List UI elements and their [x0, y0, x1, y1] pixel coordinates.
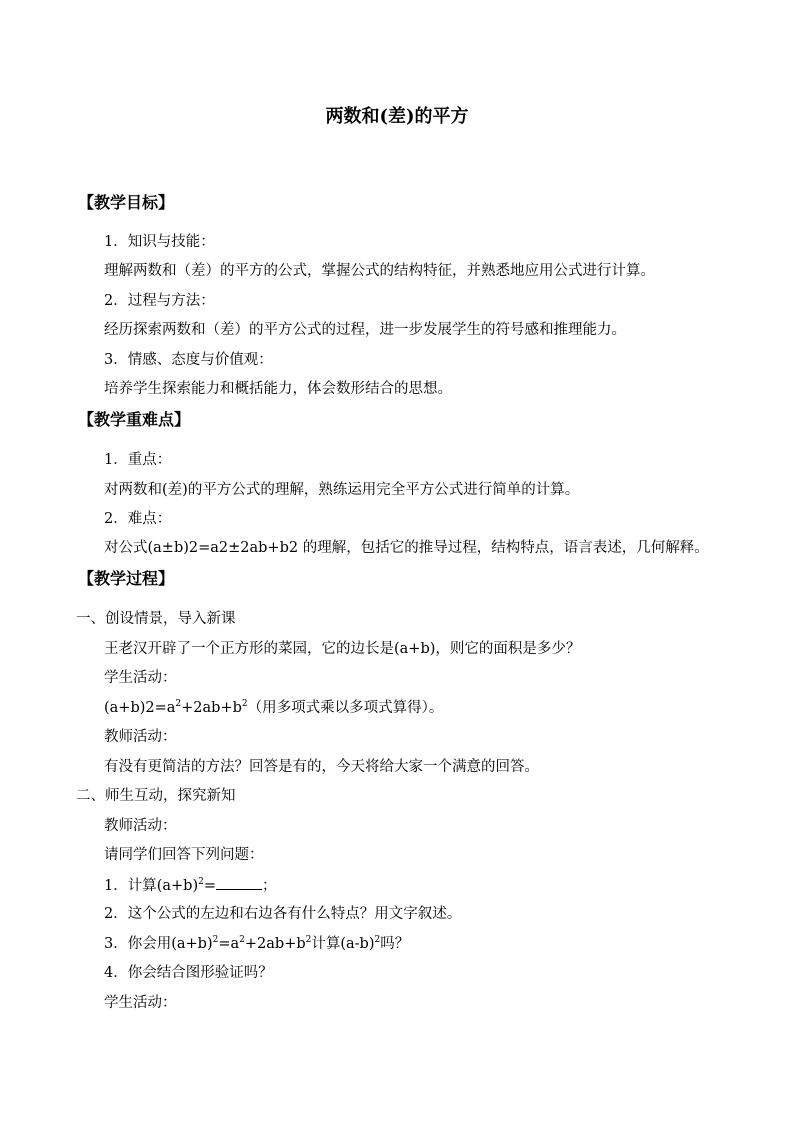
key-points-item2-text: 对公式(a±b)2=a2±2ab+b2 的理解，包括它的推导过程，结构特点，语言表述，几何解释。: [104, 540, 709, 556]
teacher-text-1: 有没有更简洁的方法？回答是有的，今天将给大家一个满意的回答。: [104, 759, 539, 775]
goals-item1-text: 理解两数和（差）的平方的公式，掌握公式的结构特征，并熟悉地应用公式进行计算。: [104, 263, 655, 279]
key-points-item2-label: 2．难点：: [104, 511, 172, 527]
page-title: 两数和(差)的平方: [325, 106, 469, 127]
q1-suffix: ；: [262, 878, 277, 894]
q3-mid-2: +2ab+b: [244, 936, 306, 952]
formula-mid: +2ab+b: [181, 700, 242, 716]
teacher-activity-label-1: 教师活动：: [104, 729, 177, 745]
q1-sup: 2: [198, 877, 204, 888]
q3-mid-3: 计算(a-b): [311, 936, 375, 952]
formula-sup-2: 2: [241, 699, 248, 710]
q3-prefix: 3．你会用(a+b): [104, 936, 213, 952]
q3-sup-2: 2: [239, 935, 245, 946]
question-4: 4．你会结合图形验证吗？: [104, 965, 273, 981]
formula-sup-1: 2: [175, 699, 182, 710]
section-heading-goals: 【教学目标】: [78, 193, 175, 212]
teacher-activity-label-2: 教师活动：: [104, 818, 177, 834]
q3-mid-1: =a: [218, 936, 240, 952]
goals-item2-label: 2．过程与方法：: [104, 293, 215, 309]
process-part1-question: 王老汉开辟了一个正方形的菜园，它的边长是(a+b)，则它的面积是多少？: [104, 641, 581, 657]
section-heading-process: 【教学过程】: [78, 569, 175, 588]
formula-line: [104, 698, 443, 718]
q3-sup-4: 2: [374, 935, 381, 946]
goals-item3-label: 3．情感、态度与价值观：: [104, 352, 273, 368]
question-1: [104, 875, 277, 896]
section-heading-key-points: 【教学重难点】: [78, 410, 191, 429]
goals-item1-label: 1．知识与技能：: [104, 234, 215, 250]
student-activity-label-2: 学生活动：: [104, 995, 177, 1011]
key-points-item1-text: 对两数和(差)的平方公式的理解，熟练运用完全平方公式进行简单的计算。: [104, 482, 580, 498]
formula-prefix: (a+b)2=a: [104, 700, 176, 716]
q3-suffix: 吗？: [380, 936, 410, 952]
q1-prefix: 1．计算(a+b): [104, 878, 199, 894]
question-2: 2．这个公式的左边和右边各有什么特点？用文字叙述。: [104, 906, 462, 922]
process-part2-title: 二、师生互动，探究新知: [76, 788, 236, 804]
ask-text: 请同学们回答下列问题：: [104, 847, 264, 863]
q3-sup-3: 2: [305, 935, 312, 946]
answer-blank: [216, 875, 262, 890]
goals-item3-text: 培养学生探索能力和概括能力，体会数形结合的思想。: [104, 381, 452, 397]
q3-sup-1: 2: [212, 935, 219, 946]
process-part1-title: 一、创设情景，导入新课: [76, 611, 236, 627]
student-activity-label-1: 学生活动：: [104, 670, 177, 686]
goals-item2-text: 经历探索两数和（差）的平方公式的过程，进一步发展学生的符号感和推理能力。: [104, 322, 626, 338]
formula-suffix: （用多项式乘以多项式算得）。: [247, 700, 444, 716]
question-3: [104, 934, 409, 954]
q1-eq: =: [203, 878, 217, 894]
key-points-item1-label: 1．重点：: [104, 452, 172, 468]
